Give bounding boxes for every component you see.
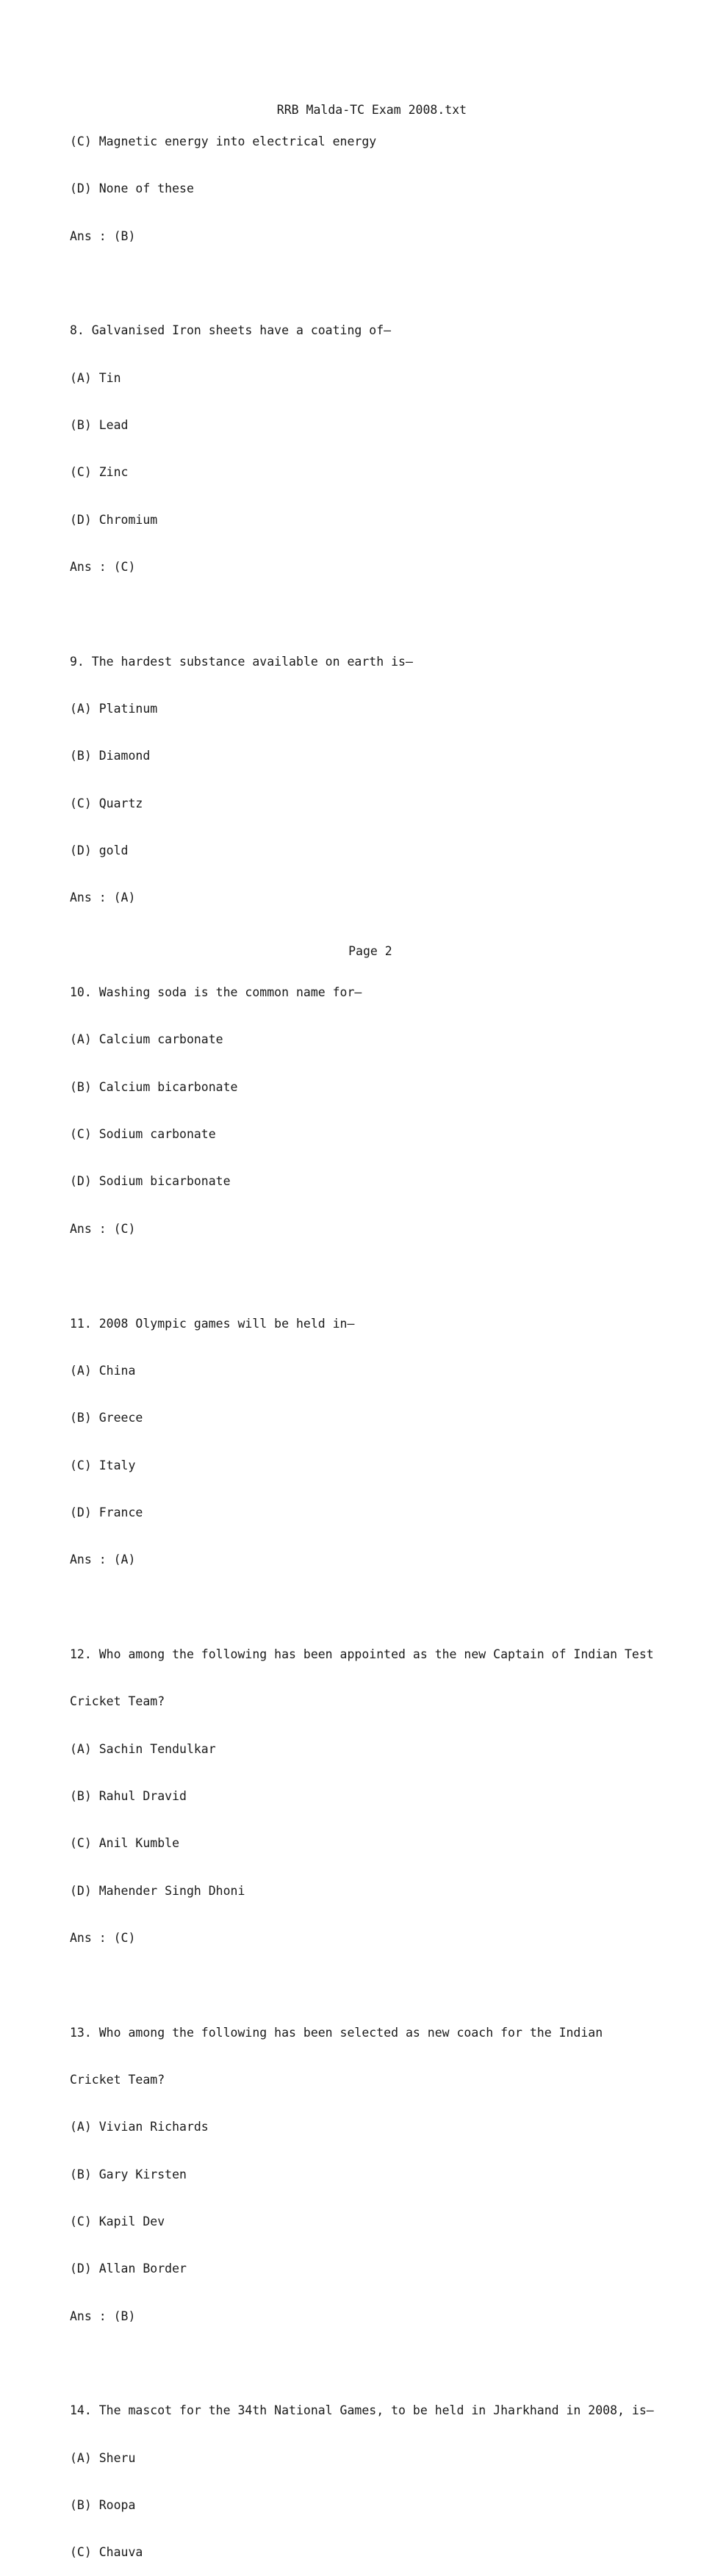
question-line: 8. Galvanised Iron sheets have a coating of— <box>70 323 392 338</box>
answer-line: Ans : (B) <box>70 2309 136 2323</box>
option-line: (C) Zinc <box>70 465 129 480</box>
option-line: (A) Vivian Richards <box>70 2120 209 2134</box>
question-line: 13. Who among the following has been selected as new coach for the Indian <box>70 2025 603 2040</box>
option-line: (D) gold <box>70 843 129 858</box>
option-line: (C) Kapil Dev <box>70 2215 165 2229</box>
blank-line <box>70 1268 702 1284</box>
question-line-continued: Cricket Team? <box>70 1694 165 1709</box>
question-line: 14. The mascot for the 34th National Games, to be held in Jharkhand in 2008, is— <box>70 2403 654 2418</box>
option-line: (D) Sodium bicarbonate <box>70 1174 231 1189</box>
option-line: (B) Roopa <box>70 2498 136 2513</box>
option-line: (A) Sachin Tendulkar <box>70 1741 216 1756</box>
option-line: (A) Calcium carbonate <box>70 1032 223 1047</box>
text-line: Ans : (B) <box>70 229 136 243</box>
option-line: (C) Anil Kumble <box>70 1836 180 1851</box>
option-line: (B) Calcium bicarbonate <box>70 1079 238 1094</box>
option-line: (A) Platinum <box>70 702 158 716</box>
blank-line <box>70 2356 702 2371</box>
option-line: (A) Tin <box>70 370 121 385</box>
option-line: (D) Allan Border <box>70 2262 187 2276</box>
option-line: (B) Lead <box>70 417 129 432</box>
page-number: Page 2 <box>348 944 392 958</box>
question-line: 11. 2008 Olympic games will be held in— <box>70 1316 355 1331</box>
page-footer <box>0 928 726 959</box>
option-line: (C) Quartz <box>70 796 143 810</box>
option-line: (A) Sheru <box>70 2450 136 2465</box>
answer-line: Ans : (C) <box>70 1930 136 1945</box>
question-line-continued: Cricket Team? <box>70 2073 165 2087</box>
option-line: (C) Sodium carbonate <box>70 1127 216 1142</box>
blank-line <box>70 1600 702 1615</box>
option-line: (C) Italy <box>70 1458 136 1472</box>
option-line: (D) Chromium <box>70 512 158 527</box>
blank-line <box>70 276 702 291</box>
document-body <box>70 102 702 2576</box>
option-line: (C) Chauva <box>70 2545 143 2560</box>
answer-line: Ans : (A) <box>70 891 136 905</box>
option-line: (A) China <box>70 1363 136 1378</box>
answer-line: Ans : (C) <box>70 560 136 574</box>
text-line: (D) None of these <box>70 181 194 196</box>
question-line: 9. The hardest substance available on earth is— <box>70 654 413 669</box>
option-line: (B) Greece <box>70 1411 143 1425</box>
question-line: 10. Washing soda is the common name for— <box>70 985 362 1000</box>
document-title: RRB Malda-TC Exam 2008.txt <box>276 103 467 118</box>
blank-line <box>70 1977 702 1993</box>
answer-line: Ans : (C) <box>70 1221 136 1236</box>
text-line: (C) Magnetic energy into electrical energy <box>70 134 377 148</box>
option-line: (B) Gary Kirsten <box>70 2167 187 2181</box>
option-line: (D) Mahender Singh Dhoni <box>70 1883 245 1898</box>
option-line: (B) Diamond <box>70 749 151 763</box>
option-line: (D) France <box>70 1505 143 1519</box>
answer-line: Ans : (A) <box>70 1553 136 1567</box>
blank-line <box>70 606 702 622</box>
option-line: (B) Rahul Dravid <box>70 1788 187 1803</box>
question-line: 12. Who among the following has been appointed as the new Captain of Indian Test <box>70 1647 654 1661</box>
